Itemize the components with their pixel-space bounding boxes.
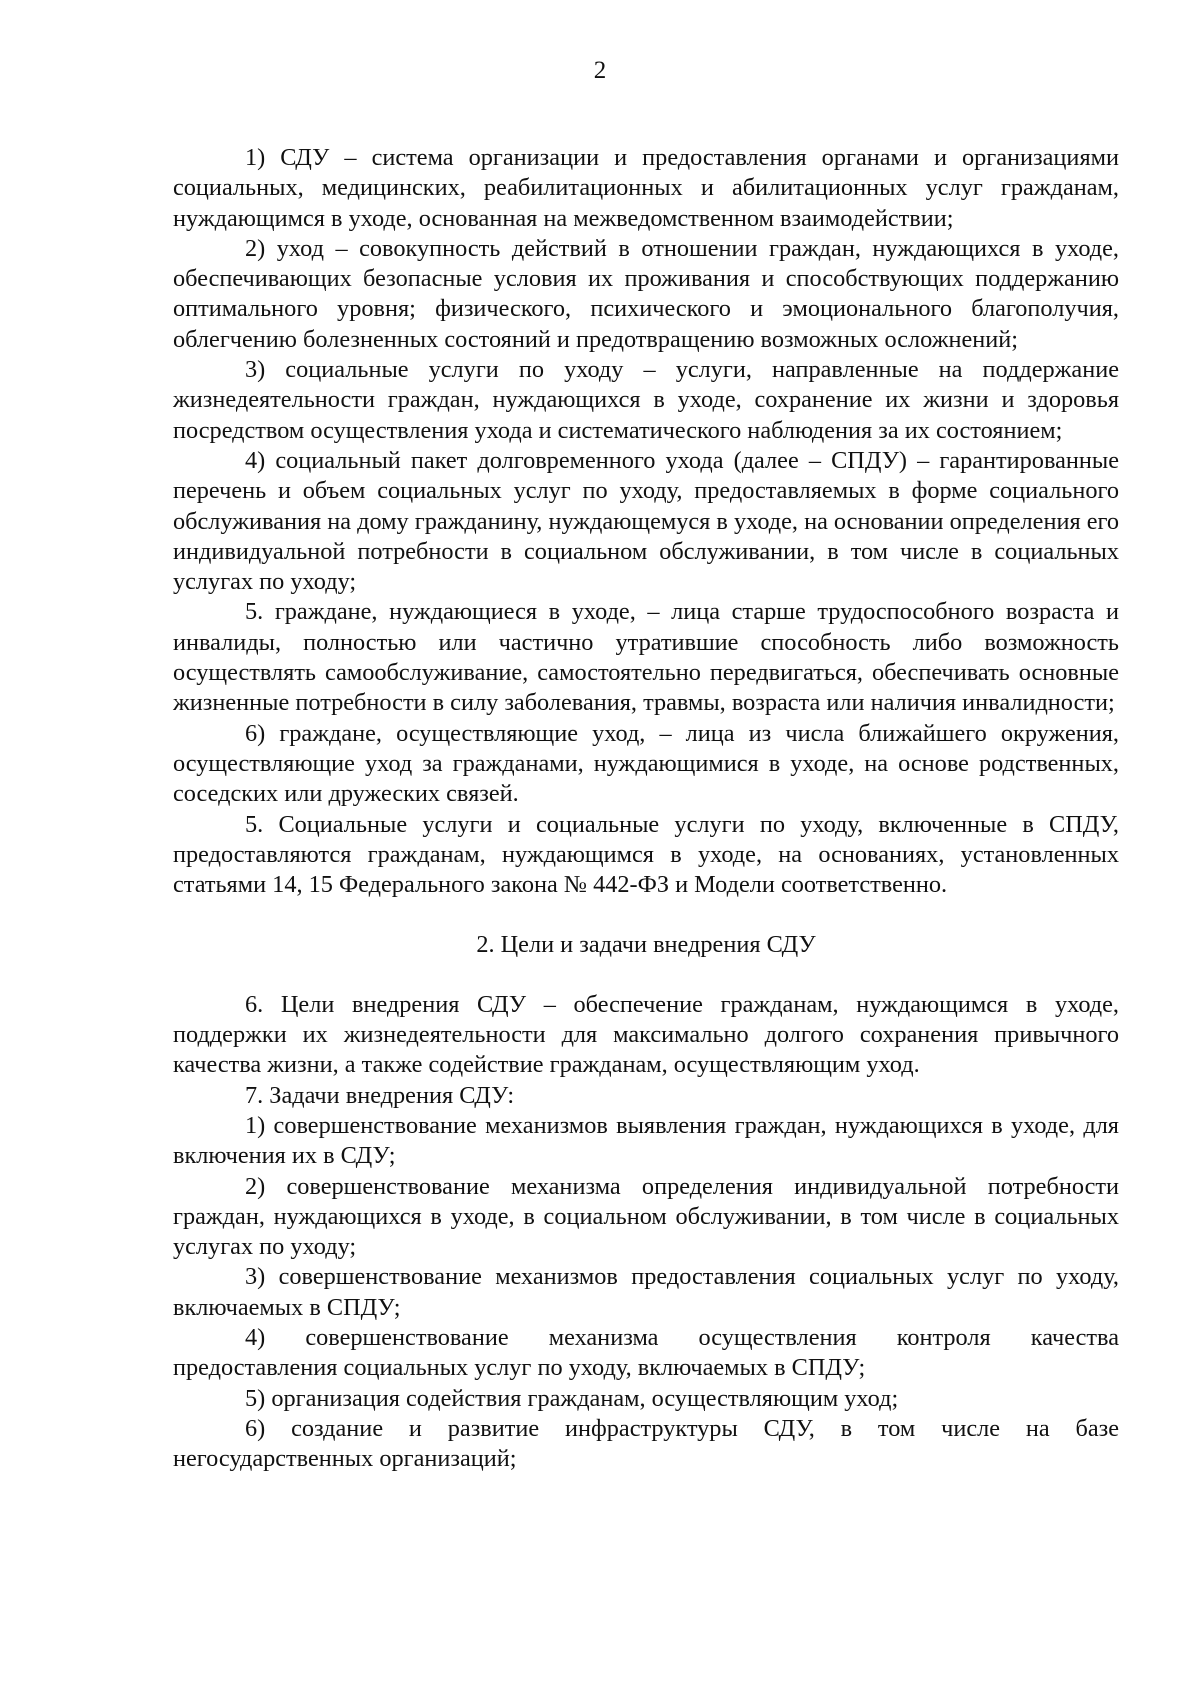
clause-5-services-provision: 5. Социальные услуги и социальные услуги по уходу, включенные в СПДУ, предоставляются гражданам, нуждающимся в уходе, на основаниях, установленных статьями 14, 15 Федерального закона № 442-ФЗ и Модели соответственно. — [173, 810, 1119, 899]
clause-7-tasks: 7. Задачи внедрения СДУ: — [245, 1081, 515, 1109]
definition-3-care-services: 3) социальные услуги по уходу – услуги, направленные на поддержание жизнедеятельности граждан, нуждающихся в уходе, сохранение их жизни и здоровья посредством осуществления ухода и систематического наблюдения за их состоянием; — [173, 356, 1119, 444]
document-body — [173, 143, 1119, 1474]
task-5: 5) организация содействия гражданам, осуществляющим уход; — [245, 1384, 899, 1412]
definition-2-care: 2) уход – совокупность действий в отношении граждан, нуждающихся в уходе, обеспечивающих безопасные условия их проживания и способствующих поддержанию оптимального уровня; физического, психического и эмоционального благополучия, облегчению болезненных состояний и предотвращению возможных осложнений; — [173, 234, 1119, 353]
definition-1-sdu: 1) СДУ – система организации и предоставления органами и организациями социальных, медицинских, реабилитационных и абилитационных услуг гражданам, нуждающимся в уходе, основанная на межведомственном взаимодействии; — [173, 144, 1119, 232]
section-heading: 2. Цели и задачи внедрения СДУ — [476, 931, 816, 959]
task-4: 4) совершенствование механизма осуществления контроля качества предоставления социальных услуг по уходу, включаемых в СПДУ; — [173, 1323, 1119, 1382]
clause-6-goals: 6. Цели внедрения СДУ – обеспечение гражданам, нуждающимся в уходе, поддержки их жизнедеятельности для максимально долгого сохранения привычного качества жизни, а также содействие гражданам, осуществляющим уход. — [173, 990, 1119, 1079]
definition-5-citizens-needing-care: 5. граждане, нуждающиеся в уходе, – лица старше трудоспособного возраста и инвалиды, полностью или частично утратившие способность либо возможность осуществлять самообслуживание, самостоятельно передвигаться, обеспечивать основные жизненные потребности в силу заболевания, травмы, возраста или наличия инвалидности; — [173, 598, 1119, 717]
page-number: 2 — [593, 57, 607, 84]
definition-6-caregivers: 6) граждане, осуществляющие уход, – лица из числа ближайшего окружения, осуществляющие уход за гражданами, нуждающимися в уходе, на основе родственных, соседских или дружеских связей. — [173, 719, 1119, 808]
task-3: 3) совершенствование механизмов предоставления социальных услуг по уходу, включаемых в СПДУ; — [173, 1263, 1119, 1321]
task-1: 1) совершенствование механизмов выявления граждан, нуждающихся в уходе, для включения их в СДУ; — [173, 1111, 1119, 1170]
task-2: 2) совершенствование механизма определения индивидуальной потребности граждан, нуждающихся в уходе, в социальном обслуживании, в том числе в социальных услугах по уходу; — [173, 1172, 1119, 1261]
task-6: 6) создание и развитие инфраструктуры СДУ, в том числе на базе негосударственных организаций; — [173, 1414, 1119, 1473]
definition-4-spdu: 4) социальный пакет долговременного ухода (далее – СПДУ) – гарантированные перечень и объем социальных услуг по уходу, предоставляемых в форме социального обслуживания на дому гражданину, нуждающемуся в уходе, на основании определения его индивидуальной потребности в социальном обслуживании, в том числе в социальных услугах по уходу; — [173, 446, 1119, 596]
